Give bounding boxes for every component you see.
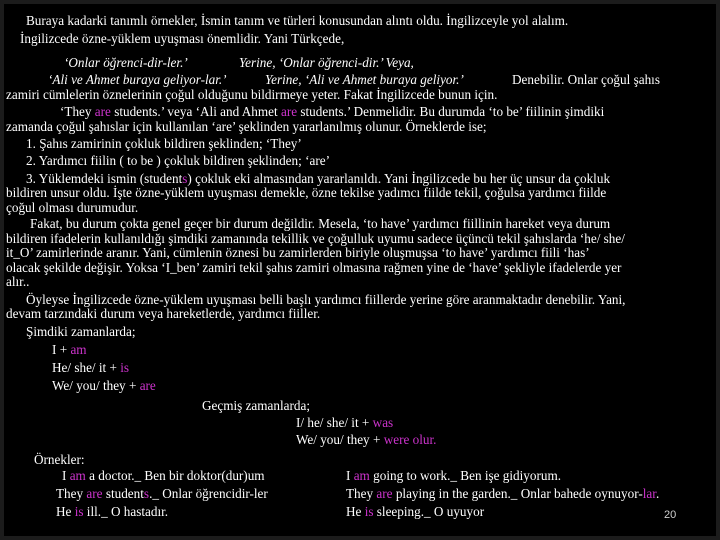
text-line — [6, 231, 625, 246]
text-run: zamanda çoğul şahıslar için kullanılan ‘are’ şeklinden yararlanılmış olunur. Örneklerde ise; — [6, 119, 487, 134]
formula-line — [296, 432, 436, 447]
text-run: He — [346, 504, 362, 519]
text-run: İngilizcede özne-yüklem uyuşması önemlidir. Yani Türkçede, — [20, 31, 345, 46]
text-line — [512, 72, 660, 87]
highlight-run: are — [376, 486, 393, 501]
highlight-run: are — [139, 378, 156, 393]
formula-line — [52, 342, 87, 357]
text-run: Denebilir. Onlar çoğul şahıs — [512, 72, 660, 87]
text-run: ) çokluk eki almasından yararlanıldı. Yani İngilizcede bu her üç unsur da çokluk — [187, 171, 611, 186]
list-item — [26, 136, 302, 151]
highlight-run: are — [94, 104, 111, 119]
text-run: Geçmiş zamanlarda; — [202, 398, 311, 413]
text-line — [6, 119, 487, 134]
highlight-run: am — [70, 342, 87, 357]
section-heading — [34, 452, 85, 467]
formula-line — [52, 360, 129, 375]
text-line — [20, 31, 344, 46]
example-line — [56, 486, 268, 501]
text-run: He — [56, 504, 72, 519]
text-line — [6, 274, 29, 289]
text-run: ‘Onlar öğrenci-dir-ler.’ — [64, 55, 188, 70]
text-line — [6, 260, 621, 275]
formula-line — [52, 378, 156, 393]
text-line — [6, 200, 138, 215]
text-run: students.’ Denmelidir. Bu durumda ‘to be’ fiilinin şimdiki — [300, 104, 605, 119]
text-line — [6, 306, 320, 321]
text-line — [265, 72, 464, 87]
highlight-run: are — [280, 104, 298, 119]
example-line — [48, 72, 227, 87]
text-run: students.’ veya ‘Ali and Ahmet — [114, 104, 278, 119]
highlight-run: were olur. — [383, 432, 437, 447]
text-run: Yerine, ‘Onlar öğrenci-dir.’ Veya, — [239, 55, 414, 70]
text-run: Öyleyse İngilizcede özne-yüklem uyuşması belli başlı yardımcı fiillerde yerine göre aranmaktadır denebilir. Yani, — [26, 292, 626, 307]
highlight-run: s — [143, 486, 150, 501]
text-run: playing in the garden._ Onlar bahede oynuyor- — [395, 486, 643, 501]
text-run: They — [56, 486, 84, 501]
example-line — [346, 504, 484, 519]
highlight-run: is — [120, 360, 130, 375]
section-heading — [202, 398, 310, 413]
text-run: I — [62, 468, 67, 483]
highlight-run: am — [69, 468, 86, 483]
text-line — [6, 185, 606, 200]
list-item — [26, 171, 610, 186]
text-run: a doctor._ Ben bir doktor(dur)um — [89, 468, 265, 483]
page-number: 20 — [664, 509, 677, 521]
text-line — [30, 216, 610, 231]
text-line — [26, 13, 568, 28]
text-run: 1. Şahıs zamirinin çokluk bildiren şeklinden; ‘They’ — [26, 136, 302, 151]
highlight-run: is — [364, 504, 374, 519]
example-line — [62, 468, 265, 483]
text-run: We/ you/ they + — [296, 432, 381, 447]
highlight-run: are — [86, 486, 103, 501]
text-run: 3. Yüklemdeki ismin (student — [26, 171, 183, 186]
text-run: sleeping._ O uyuyor — [376, 504, 485, 519]
text-run: devam tarzındaki durum veya hareketlerde, yardımcı fiiller. — [6, 306, 321, 321]
text-run: bildiren unsur oldu. İşte özne-yüklem uyuşması demekle, özne tekilse yadımcı fiilde tekil, çoğulsa yardımcı fiilde — [6, 185, 607, 200]
text-run: going to work._ Ben işe gidiyorum. — [373, 468, 562, 483]
text-run: Yerine, ‘Ali ve Ahmet buraya geliyor.’ — [265, 72, 464, 87]
example-line — [64, 55, 188, 70]
text-line — [60, 104, 604, 119]
text-run: . — [655, 486, 660, 501]
text-line — [26, 292, 625, 307]
example-line — [346, 486, 659, 501]
text-run: I — [346, 468, 351, 483]
highlight-run: is — [74, 504, 84, 519]
text-run: Şimdiki zamanlarda; — [26, 324, 136, 339]
highlight-run: lar — [642, 486, 656, 501]
text-run: student — [105, 486, 144, 501]
text-run: zamiri cümlelerin öznelerinin çoğul olduğunu bildirmeye yeter. Fakat İngilizcede bunun için. — [6, 87, 498, 102]
text-run: I + — [52, 342, 68, 357]
text-run: Fakat, bu durum çokta genel geçer bir durum değildir. Mesela, ‘to have’ yardımcı fiillinin hareket veya durum — [30, 216, 611, 231]
text-run: alır.. — [6, 274, 30, 289]
text-line — [6, 87, 497, 102]
text-run: I/ he/ she/ it + — [296, 415, 370, 430]
text-run: 2. Yardımcı fiilin ( to be ) çokluk bildiren şeklinden; ‘are’ — [26, 153, 330, 168]
formula-line — [296, 415, 393, 430]
highlight-run: s — [182, 171, 188, 186]
text-run: They — [346, 486, 374, 501]
text-run: ._ Onlar öğrencidir-ler — [149, 486, 268, 501]
text-run: We/ you/ they + — [52, 378, 137, 393]
text-run: çoğul olması durumudur. — [6, 200, 139, 215]
text-run: ill._ O hastadır. — [86, 504, 169, 519]
text-run: it_O’ zamirlerinde aranır. Yani, cümlenin öznesi bu zamirlerden biriyle oluşmuşsa ‘to have’ yardımcı fiili ‘has’ — [6, 245, 590, 260]
text-line — [6, 245, 590, 260]
text-run: ‘They — [60, 104, 92, 119]
text-line — [239, 55, 414, 70]
text-run: olacak şekilde değişir. Yoksa ‘I_ben’ zamiri tekil şahıs zamiri olmasına rağmen yine de ‘have’ şekliyle ifadelerde yer — [6, 260, 622, 275]
highlight-run: was — [372, 415, 394, 430]
text-run: He/ she/ it + — [52, 360, 117, 375]
list-item — [26, 153, 330, 168]
text-run: ‘Ali ve Ahmet buraya geliyor-lar.’ — [48, 72, 227, 87]
section-heading — [26, 324, 136, 339]
example-line — [346, 468, 561, 483]
text-run: bildiren ifadelerin kullanıldığı şimdiki zamanında tekillik ve çoğulluk uyumu sadece üçüncü tekil şahıslarda ‘he/ she/ — [6, 231, 625, 246]
text-run: Buraya kadarki tanımlı örnekler, İsmin tanım ve türleri konusundan alıntı oldu. İngilizceyle yol alalım. — [26, 13, 569, 28]
example-line — [56, 504, 168, 519]
text-run: Örnekler: — [34, 452, 85, 467]
highlight-run: am — [353, 468, 370, 483]
